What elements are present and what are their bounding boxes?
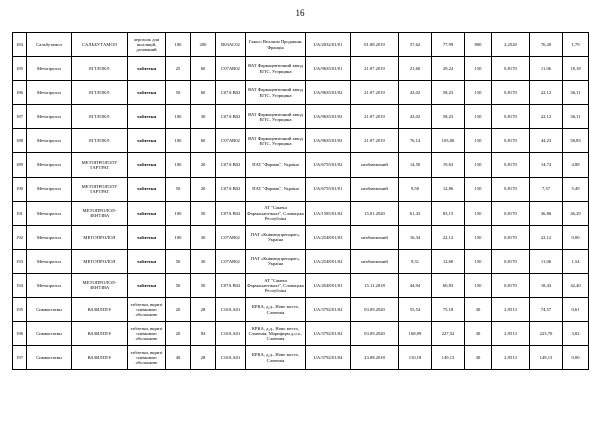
- manufacturer-cell: ПАТ "Фармак", Україна: [246, 153, 306, 177]
- trade-name-cell: МЕТОПРОЛОЛ: [72, 225, 128, 249]
- copay-cell: 58,83: [563, 129, 589, 153]
- row-number-cell: 185: [13, 57, 27, 81]
- price-cell: 14,50: [399, 153, 432, 177]
- table-row: [13, 153, 589, 177]
- registration-number-cell: UA/9635/01/01: [306, 57, 351, 81]
- table-row: [13, 57, 589, 81]
- atc-code-cell: C10A A01: [216, 298, 246, 322]
- registration-date-cell: необмежений: [351, 225, 399, 249]
- inn-cell: Симвастатин: [27, 346, 72, 370]
- row-number-cell: 194: [13, 273, 27, 297]
- pack-quantity-cell: 28: [191, 346, 216, 370]
- dose-cell: 100: [166, 225, 191, 249]
- atc-code-cell: C10A A01: [216, 346, 246, 370]
- copay-cell: 36,11: [563, 81, 589, 105]
- inn-cell: Метопролол: [27, 81, 72, 105]
- registration-number-cell: UA/4548/01/01: [306, 273, 351, 297]
- atc-code-cell: R03AC02: [216, 33, 246, 57]
- inn-cell: Метопролол: [27, 105, 72, 129]
- row-number-cell: 189: [13, 153, 27, 177]
- reimbursement-cell: 74,57: [530, 298, 563, 322]
- manufacturer-cell: ПАТ «Київмедпрепарат», Україна: [246, 225, 306, 249]
- table-row: [13, 33, 589, 57]
- ddd-cell: 150: [465, 273, 492, 297]
- dose-cell: 100: [166, 105, 191, 129]
- pack-quantity-cell: 60: [191, 81, 216, 105]
- ddd-cost-cell: 2,9513: [492, 322, 530, 346]
- price-cell: 57,62: [399, 33, 432, 57]
- manufacturer-cell: ВАТ Фармацевтичний завод ЕГІС, Угорщина: [246, 57, 306, 81]
- pack-quantity-cell: 60: [191, 57, 216, 81]
- atc-code-cell: C07AB02: [216, 225, 246, 249]
- inn-cell: Симвастатин: [27, 298, 72, 322]
- price-vat-cell: 19,63: [432, 153, 465, 177]
- reimbursement-cell: 7,37: [530, 177, 563, 201]
- dosage-form-cell: таблетки: [128, 225, 166, 249]
- registration-number-cell: UA/2032/01/01: [306, 33, 351, 57]
- dosage-form-cell: таблетки, вкриті плівковою оболонкою: [128, 298, 166, 322]
- table-row: [13, 273, 589, 297]
- pack-quantity-cell: 30: [191, 249, 216, 273]
- table-row: [13, 322, 589, 346]
- pack-quantity-cell: 84: [191, 322, 216, 346]
- ddd-cost-cell: 0,8170: [492, 129, 530, 153]
- registration-number-cell: UA/9635/01/03: [306, 129, 351, 153]
- page-number: 16: [295, 8, 305, 18]
- pack-quantity-cell: 30: [191, 225, 216, 249]
- reimbursement-cell: 22,12: [530, 81, 563, 105]
- registration-number-cell: UA/1585/01/02: [306, 201, 351, 225]
- table-row: [13, 105, 589, 129]
- dose-cell: 100: [166, 129, 191, 153]
- registration-date-cell: 03.09.2020: [351, 298, 399, 322]
- dose-cell: 50: [166, 249, 191, 273]
- pack-quantity-cell: 30: [191, 105, 216, 129]
- price-cell: 55,54: [399, 298, 432, 322]
- price-vat-cell: 12,86: [432, 177, 465, 201]
- registration-date-cell: 21.07.2019: [351, 81, 399, 105]
- trade-name-cell: МЕТОПРОЛОЛ- ЗЕНТІВА: [72, 273, 128, 297]
- ddd-cost-cell: 2,9513: [492, 298, 530, 322]
- price-vat-cell: 75,18: [432, 298, 465, 322]
- ddd-cost-cell: 0,8170: [492, 105, 530, 129]
- manufacturer-cell: ВАТ Фармацевтичний завод ЕГІС, Угорщина: [246, 105, 306, 129]
- reimbursement-cell: 14,74: [530, 153, 563, 177]
- manufacturer-cell: ВАТ Фармацевтичний завод ЕГІС, Угорщина: [246, 81, 306, 105]
- pack-quantity-cell: 50: [191, 273, 216, 297]
- pack-quantity-cell: 50: [191, 201, 216, 225]
- registration-number-cell: UA/3792/01/02: [306, 298, 351, 322]
- dosage-form-cell: таблетки: [128, 57, 166, 81]
- trade-name-cell: ЕГІЛОК®: [72, 57, 128, 81]
- price-vat-cell: 77,99: [432, 33, 465, 57]
- ddd-cost-cell: 0,8170: [492, 201, 530, 225]
- dose-cell: 50: [166, 177, 191, 201]
- price-cell: 168,09: [399, 322, 432, 346]
- reimbursement-cell: 22,12: [530, 105, 563, 129]
- trade-name-cell: МЕТОПРОЛОЛ: [72, 249, 128, 273]
- manufacturer-cell: КРКА, д.д., Ново место, Словенія: [246, 298, 306, 322]
- ddd-cost-cell: 2,9513: [492, 346, 530, 370]
- copay-cell: 5,49: [563, 177, 589, 201]
- ddd-cell: 150: [465, 105, 492, 129]
- ddd-cell: 150: [465, 249, 492, 273]
- pack-quantity-cell: 20: [191, 153, 216, 177]
- price-vat-cell: 103,06: [432, 129, 465, 153]
- registration-date-cell: необмежений: [351, 249, 399, 273]
- table-row: [13, 346, 589, 370]
- ddd-cost-cell: 0,8170: [492, 249, 530, 273]
- row-number-cell: 187: [13, 105, 27, 129]
- table-row: [13, 201, 589, 225]
- manufacturer-cell: ПАТ «Київмедпрепарат», Україна: [246, 249, 306, 273]
- registration-number-cell: UA/3792/01/04: [306, 346, 351, 370]
- ddd-cost-cell: 0,8170: [492, 57, 530, 81]
- row-number-cell: 196: [13, 322, 27, 346]
- reimbursement-cell: 149,13: [530, 346, 563, 370]
- row-number-cell: 195: [13, 298, 27, 322]
- reimbursement-cell: 11,06: [530, 249, 563, 273]
- ddd-cell: 150: [465, 177, 492, 201]
- inn-cell: Метопролол: [27, 177, 72, 201]
- table-row: [13, 249, 589, 273]
- atc-code-cell: C07AB02: [216, 129, 246, 153]
- inn-cell: Метопролол: [27, 129, 72, 153]
- registration-date-cell: 03.09.2020: [351, 322, 399, 346]
- dosage-form-cell: таблетки: [128, 105, 166, 129]
- row-number-cell: 193: [13, 249, 27, 273]
- price-vat-cell: 58,23: [432, 81, 465, 105]
- dose-cell: 50: [166, 273, 191, 297]
- copay-cell: 46,29: [563, 201, 589, 225]
- dosage-form-cell: таблетки, вкриті плівковою оболонкою: [128, 322, 166, 346]
- manufacturer-cell: ВАТ Фармацевтичний завод ЕГІС, Угорщина: [246, 129, 306, 153]
- registration-date-cell: 21.07.2019: [351, 105, 399, 129]
- reimbursement-cell: 22,12: [530, 225, 563, 249]
- ddd-cell: 30: [465, 298, 492, 322]
- row-number-cell: 197: [13, 346, 27, 370]
- dosage-form-cell: таблетки: [128, 249, 166, 273]
- ddd-cell: 150: [465, 81, 492, 105]
- price-vat-cell: 22,12: [432, 225, 465, 249]
- dose-cell: 20: [166, 322, 191, 346]
- registration-date-cell: 01.08.2019: [351, 33, 399, 57]
- copay-cell: 0,61: [563, 298, 589, 322]
- ddd-cell: 150: [465, 57, 492, 81]
- pack-quantity-cell: 60: [191, 129, 216, 153]
- copay-cell: 0,00: [563, 346, 589, 370]
- registration-date-cell: 23.08.2018: [351, 346, 399, 370]
- dose-cell: 20: [166, 298, 191, 322]
- reimbursement-cell: 76,20: [530, 33, 563, 57]
- atc-code-cell: C07A B02: [216, 153, 246, 177]
- trade-name-cell: МЕТОПРОЛОЛ- ЗЕНТІВА: [72, 201, 128, 225]
- row-number-cell: 191: [13, 201, 27, 225]
- copay-cell: 36,11: [563, 105, 589, 129]
- trade-name-cell: ВАЗИЛІП®: [72, 298, 128, 322]
- atc-code-cell: C07A B02: [216, 177, 246, 201]
- dose-cell: 100: [166, 201, 191, 225]
- ddd-cost-cell: 0,8170: [492, 153, 530, 177]
- trade-name-cell: МЕТОПРОЛОЛУ ТАРТРАТ: [72, 177, 128, 201]
- dosage-form-cell: таблетки: [128, 153, 166, 177]
- dose-cell: 50: [166, 81, 191, 105]
- price-vat-cell: 58,23: [432, 105, 465, 129]
- registration-number-cell: UA/2548/01/02: [306, 249, 351, 273]
- ddd-cell: 150: [465, 153, 492, 177]
- atc-code-cell: C07A B02: [216, 105, 246, 129]
- price-vat-cell: 60,83: [432, 273, 465, 297]
- ddd-cost-cell: 2,2520: [492, 33, 530, 57]
- inn-cell: Метопролол: [27, 201, 72, 225]
- price-cell: 21,60: [399, 57, 432, 81]
- registration-number-cell: UA/3792/01/02: [306, 322, 351, 346]
- copay-cell: 4,88: [563, 153, 589, 177]
- trade-name-cell: МЕТОПРОЛОЛУ ТАРТРАТ: [72, 153, 128, 177]
- ddd-cost-cell: 0,8170: [492, 225, 530, 249]
- reimbursement-cell: 223,70: [530, 322, 563, 346]
- dose-cell: 40: [166, 346, 191, 370]
- price-vat-cell: 149,13: [432, 346, 465, 370]
- ddd-cell: 30: [465, 322, 492, 346]
- copay-cell: 1,54: [563, 249, 589, 273]
- inn-cell: Метопролол: [27, 57, 72, 81]
- trade-name-cell: ВАЗИЛІП®: [72, 346, 128, 370]
- manufacturer-cell: АТ "Санека Фармасьютікалз", Словацька Республіка: [246, 201, 306, 225]
- pack-quantity-cell: 28: [191, 298, 216, 322]
- pack-quantity-cell: 200: [191, 33, 216, 57]
- price-cell: 16,34: [399, 225, 432, 249]
- atc-code-cell: C07AB02: [216, 57, 246, 81]
- ddd-cell: 150: [465, 201, 492, 225]
- row-number-cell: 186: [13, 81, 27, 105]
- registration-date-cell: 15.11.2018: [351, 273, 399, 297]
- pack-quantity-cell: 20: [191, 177, 216, 201]
- table-row: [13, 129, 589, 153]
- registration-date-cell: 21.07.2019: [351, 57, 399, 81]
- trade-name-cell: САЛЬБУТАМОЛ: [72, 33, 128, 57]
- ddd-cost-cell: 0,8170: [492, 177, 530, 201]
- table-row: [13, 225, 589, 249]
- dosage-form-cell: таблетки: [128, 129, 166, 153]
- dose-cell: 100: [166, 33, 191, 57]
- price-cell: 44,94: [399, 273, 432, 297]
- copay-cell: 0,00: [563, 225, 589, 249]
- dosage-form-cell: таблетки, вкриті плівковою оболонкою: [128, 346, 166, 370]
- dosage-form-cell: таблетки: [128, 273, 166, 297]
- table-row: [13, 81, 589, 105]
- dosage-form-cell: таблетки: [128, 177, 166, 201]
- registration-date-cell: необмежений: [351, 177, 399, 201]
- ddd-cost-cell: 0,8170: [492, 273, 530, 297]
- row-number-cell: 188: [13, 129, 27, 153]
- manufacturer-cell: КРКА, д.д., Ново место, Словенія; Марифарм д.о.о., Словенія: [246, 322, 306, 346]
- ddd-cost-cell: 0,8170: [492, 81, 530, 105]
- table-row: [13, 177, 589, 201]
- inn-cell: Симвастатин: [27, 322, 72, 346]
- registration-number-cell: UA/6755/01/01: [306, 177, 351, 201]
- price-cell: 76,14: [399, 129, 432, 153]
- inn-cell: Метопролол: [27, 153, 72, 177]
- row-number-cell: 184: [13, 33, 27, 57]
- price-vat-cell: 83,15: [432, 201, 465, 225]
- price-cell: 61,43: [399, 201, 432, 225]
- inn-cell: Метопролол: [27, 225, 72, 249]
- price-cell: 9,50: [399, 177, 432, 201]
- trade-name-cell: ВАЗИЛІП®: [72, 322, 128, 346]
- table-body: [13, 33, 589, 370]
- reimbursement-cell: 11,06: [530, 57, 563, 81]
- registration-number-cell: UA/2548/01/03: [306, 225, 351, 249]
- ddd-cell: 30: [465, 346, 492, 370]
- ddd-cell: 150: [465, 225, 492, 249]
- dosage-form-cell: таблетки: [128, 81, 166, 105]
- trade-name-cell: ЕГІЛОК®: [72, 81, 128, 105]
- trade-name-cell: ЕГІЛОК®: [72, 129, 128, 153]
- inn-cell: Метопролол: [27, 273, 72, 297]
- registration-number-cell: UA/9635/01/02: [306, 81, 351, 105]
- manufacturer-cell: АТ "Санека Фармасьютікалз", Словацька Республіка: [246, 273, 306, 297]
- atc-code-cell: C07AB02: [216, 249, 246, 273]
- copay-cell: 1,79: [563, 33, 589, 57]
- atc-code-cell: C07A B02: [216, 81, 246, 105]
- atc-code-cell: C10A A01: [216, 322, 246, 346]
- trade-name-cell: ЕГІЛОК®: [72, 105, 128, 129]
- dose-cell: 100: [166, 153, 191, 177]
- registration-date-cell: 15.01.2020: [351, 201, 399, 225]
- inn-cell: Метопролол: [27, 249, 72, 273]
- registration-date-cell: 21.07.2019: [351, 129, 399, 153]
- atc-code-cell: C07A B02: [216, 273, 246, 297]
- manufacturer-cell: ПАТ "Фармак", Україна: [246, 177, 306, 201]
- atc-code-cell: C07A B02: [216, 201, 246, 225]
- price-vat-cell: 29,24: [432, 57, 465, 81]
- price-vat-cell: 227,52: [432, 322, 465, 346]
- dosage-form-cell: аерозоль для інгаляцій, дозований: [128, 33, 166, 57]
- price-vat-cell: 12,60: [432, 249, 465, 273]
- manufacturer-cell: КРКА, д.д., Ново место, Словенія: [246, 346, 306, 370]
- price-cell: 43,02: [399, 81, 432, 105]
- price-cell: 110,18: [399, 346, 432, 370]
- price-cell: 43,02: [399, 105, 432, 129]
- drug-price-table: [12, 32, 589, 370]
- copay-cell: 3,82: [563, 322, 589, 346]
- dose-cell: 25: [166, 57, 191, 81]
- row-number-cell: 192: [13, 225, 27, 249]
- registration-number-cell: UA/6755/01/02: [306, 153, 351, 177]
- reimbursement-cell: 44,23: [530, 129, 563, 153]
- manufacturer-cell: Глаксо Веллком Продакшн, Франція: [246, 33, 306, 57]
- price-cell: 9,31: [399, 249, 432, 273]
- reimbursement-cell: 36,86: [530, 201, 563, 225]
- dosage-form-cell: таблетки: [128, 201, 166, 225]
- copay-cell: 42,40: [563, 273, 589, 297]
- registration-number-cell: UA/9635/01/03: [306, 105, 351, 129]
- registration-date-cell: необмежений: [351, 153, 399, 177]
- row-number-cell: 190: [13, 177, 27, 201]
- ddd-cell: 150: [465, 129, 492, 153]
- copay-cell: 18,18: [563, 57, 589, 81]
- inn-cell: Сальбутамол: [27, 33, 72, 57]
- ddd-cell: 800: [465, 33, 492, 57]
- table-row: [13, 298, 589, 322]
- reimbursement-cell: 18,43: [530, 273, 563, 297]
